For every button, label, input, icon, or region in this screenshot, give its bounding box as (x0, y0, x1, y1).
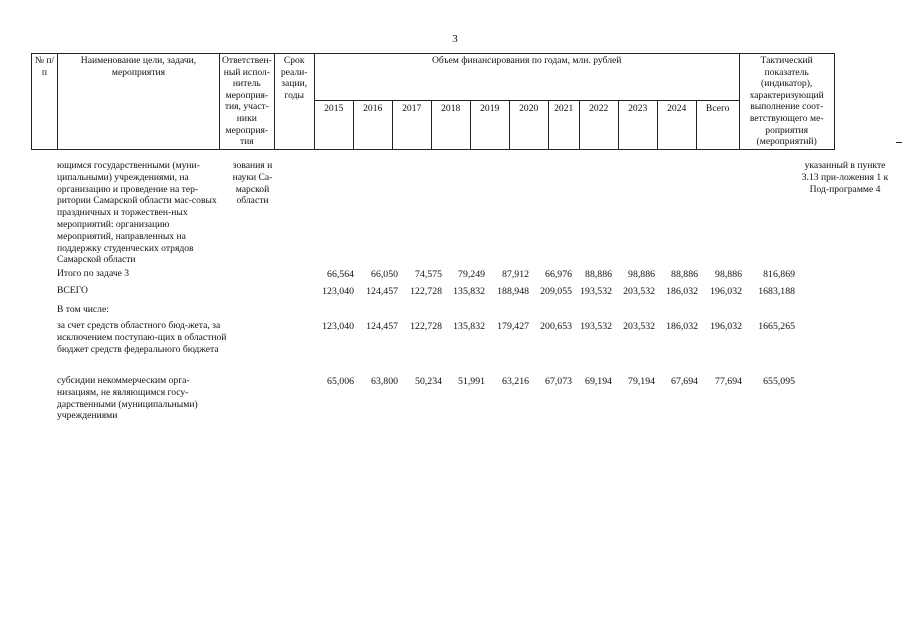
cell-r3-c2: 122,728 (410, 321, 442, 332)
cell-r0-c4: 87,912 (502, 269, 529, 280)
cell-r4-c7: 79,194 (628, 376, 655, 387)
year-header-7: 2022 (579, 101, 618, 150)
cell-r3-c9: 196,032 (710, 321, 742, 332)
cell-r1-c10: 1683,188 (758, 286, 795, 297)
header-table (31, 53, 835, 150)
cell-r3-c3: 135,832 (453, 321, 485, 332)
cell-r0-c3: 79,249 (458, 269, 485, 280)
cell-r1-c8: 186,032 (666, 286, 698, 297)
cell-r3-c1: 124,457 (366, 321, 398, 332)
page-number: 3 (452, 33, 458, 45)
cell-r4-c6: 69,194 (585, 376, 612, 387)
year-header-1: 2016 (353, 101, 392, 150)
year-header-4: 2019 (470, 101, 509, 150)
cell-r4-c2: 50,234 (415, 376, 442, 387)
header-col-funding: Объем финансирования по годам, млн. рублей (314, 54, 739, 101)
cell-r1-c2: 122,728 (410, 286, 442, 297)
header-col-number: № п/п (32, 54, 58, 150)
cell-r0-c7: 98,886 (628, 269, 655, 280)
cell-r4-c3: 51,991 (458, 376, 485, 387)
cell-r1-c5: 209,055 (540, 286, 572, 297)
cell-r1-c1: 124,457 (366, 286, 398, 297)
cell-r4-c9: 77,694 (715, 376, 742, 387)
row-label-3: за счет средств областного бюд-жета, за исключением поступаю-щих в областной бюджет средств федерального бюджета (57, 320, 227, 355)
cell-r1-c3: 135,832 (453, 286, 485, 297)
cell-r0-c9: 98,886 (715, 269, 742, 280)
cell-r4-c10: 655,095 (763, 376, 795, 387)
continuation-responsible: зования и науки Са-марской области (232, 160, 273, 207)
cell-r3-c0: 123,040 (322, 321, 354, 332)
cell-r1-c6: 193,532 (580, 286, 612, 297)
cell-r0-c1: 66,050 (371, 269, 398, 280)
year-header-8: 2023 (618, 101, 657, 150)
header-col-name: Наименование цели, задачи, мероприятия (58, 54, 220, 150)
continuation-name: ющимся государственными (муни-ципальными) учреждениями, на организацию и проведение на тер-ритории Самарской области мас-совых праздничных и торжествен-ных мероприятий: организацию мероприятий, направленных на поддержку студенческих отрядов Самарской области (57, 160, 217, 266)
year-header-5: 2020 (509, 101, 548, 150)
cell-r3-c8: 186,032 (666, 321, 698, 332)
row-label-0: Итого по задаче 3 (57, 268, 130, 279)
cell-r1-c7: 203,532 (623, 286, 655, 297)
cell-r3-c6: 193,532 (580, 321, 612, 332)
year-header-0: 2015 (314, 101, 353, 150)
header-col-term: Срок реали-зации, годы (274, 54, 314, 150)
cell-r0-c10: 816,869 (763, 269, 795, 280)
cell-r4-c4: 63,216 (502, 376, 529, 387)
row-label-1: ВСЕГО (57, 285, 88, 296)
cell-r1-c0: 123,040 (322, 286, 354, 297)
cell-r0-c6: 88,886 (585, 269, 612, 280)
year-header-6: 2021 (548, 101, 579, 150)
year-header-9: 2024 (657, 101, 696, 150)
header-col-responsible: Ответствен-ный испол-нитель мероприя-тия, участ-ники мероприя-тия (220, 54, 275, 150)
cell-r3-c4: 179,427 (497, 321, 529, 332)
cell-r3-c7: 203,532 (623, 321, 655, 332)
continuation-indicator: указанный в пункте 3.13 при-ложения 1 к Под-программе 4 (801, 160, 889, 195)
cell-r1-c9: 196,032 (710, 286, 742, 297)
row-label-2: В том числе: (57, 304, 109, 315)
year-header-2: 2017 (392, 101, 431, 150)
cell-r3-c10: 1665,265 (758, 321, 795, 332)
cell-r3-c5: 200,653 (540, 321, 572, 332)
row-label-4: субсидии некоммерческим орга-низациям, не являющимся госу-дарственными (муниципальными) учреждениями (57, 375, 198, 422)
cell-r4-c0: 65,006 (327, 376, 354, 387)
year-header-10: Всего (696, 101, 739, 150)
cell-r4-c1: 63,800 (371, 376, 398, 387)
header-col-indicator: Тактический показатель (индикатор), характеризующий выполнение соот-ветствующего ме-роприятия (мероприятий) (739, 54, 834, 150)
cell-r4-c5: 67,073 (545, 376, 572, 387)
cell-r0-c8: 88,886 (671, 269, 698, 280)
year-header-3: 2018 (431, 101, 470, 150)
margin-dash (896, 142, 902, 143)
cell-r0-c0: 66,564 (327, 269, 354, 280)
cell-r1-c4: 188,948 (497, 286, 529, 297)
cell-r4-c8: 67,694 (671, 376, 698, 387)
cell-r0-c2: 74,575 (415, 269, 442, 280)
cell-r0-c5: 66,976 (545, 269, 572, 280)
